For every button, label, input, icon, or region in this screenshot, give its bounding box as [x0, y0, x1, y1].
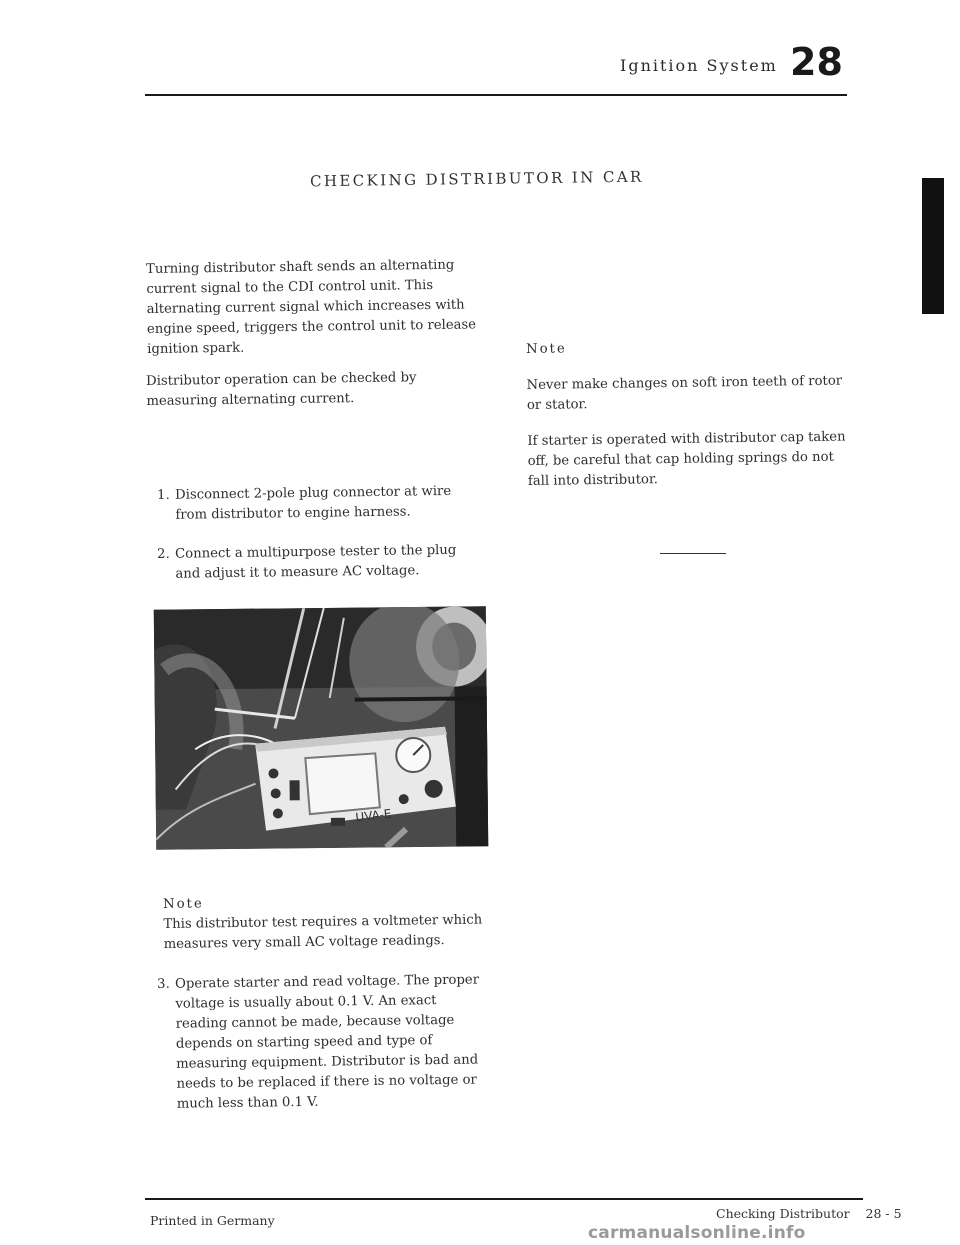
step-text: Connect a multipurpose tester to the plug and adjust it to measure AC voltage.	[175, 542, 457, 582]
intro-paragraph-1	[146, 255, 492, 360]
step-3	[157, 970, 489, 1115]
step-number: 1.	[157, 487, 170, 503]
tester-photo	[154, 606, 488, 849]
note-text: This distributor test requires a voltmeter which measures very small AC voltage readings.	[163, 912, 483, 952]
note-right	[526, 336, 848, 492]
step-text: Operate starter and read voltage. The proper voltage is usually about 0.1 V. An exact reading cannot be made, because voltage depends on starting speed and type of measuring equipment. Distributor is bad and needs to be replaced if there is no voltage or much less than 0.1 V.	[175, 972, 480, 1112]
step-text: Disconnect 2-pole plug connector at wire from distributor to engine harness.	[175, 483, 452, 523]
footer-rule	[145, 1198, 863, 1200]
step-number: 2.	[157, 546, 170, 562]
chapter-number: 28	[790, 40, 843, 84]
note-left	[163, 891, 484, 955]
note-text: Never make changes on soft iron teeth of rotor or stator.	[526, 373, 843, 413]
footer-printed-in: Printed in Germany	[150, 1213, 275, 1228]
tester-brand-label: UVA-E	[354, 806, 393, 825]
section-end-divider	[660, 553, 726, 554]
header-rule	[145, 94, 847, 96]
note-text: If starter is operated with distributor cap taken off, be careful that cap holding springs do not fall into distributor.	[527, 429, 846, 489]
engine-bay-illustration	[154, 606, 488, 849]
intro-text: Distributor operation can be checked by measuring alternating current.	[146, 370, 417, 409]
step-number: 3.	[157, 976, 170, 992]
note-label: Note	[526, 341, 567, 357]
step-1	[157, 482, 458, 526]
section-tab-marker	[922, 178, 944, 314]
section-title: Ignition System	[620, 56, 778, 75]
footer-page-ref: Checking Distributor 28 - 5	[716, 1206, 902, 1221]
note-label: Note	[163, 896, 204, 912]
step-2	[157, 540, 483, 585]
intro-paragraph-2	[146, 367, 492, 412]
intro-text: Turning distributor shaft sends an alternating current signal to the CDI control unit. This alternating current signal which increases with engine speed, triggers the control unit to release ignition spark.	[146, 257, 477, 357]
watermark: carmanualsonline.info	[588, 1223, 806, 1243]
page-title: CHECKING DISTRIBUTOR IN CAR	[309, 167, 644, 191]
